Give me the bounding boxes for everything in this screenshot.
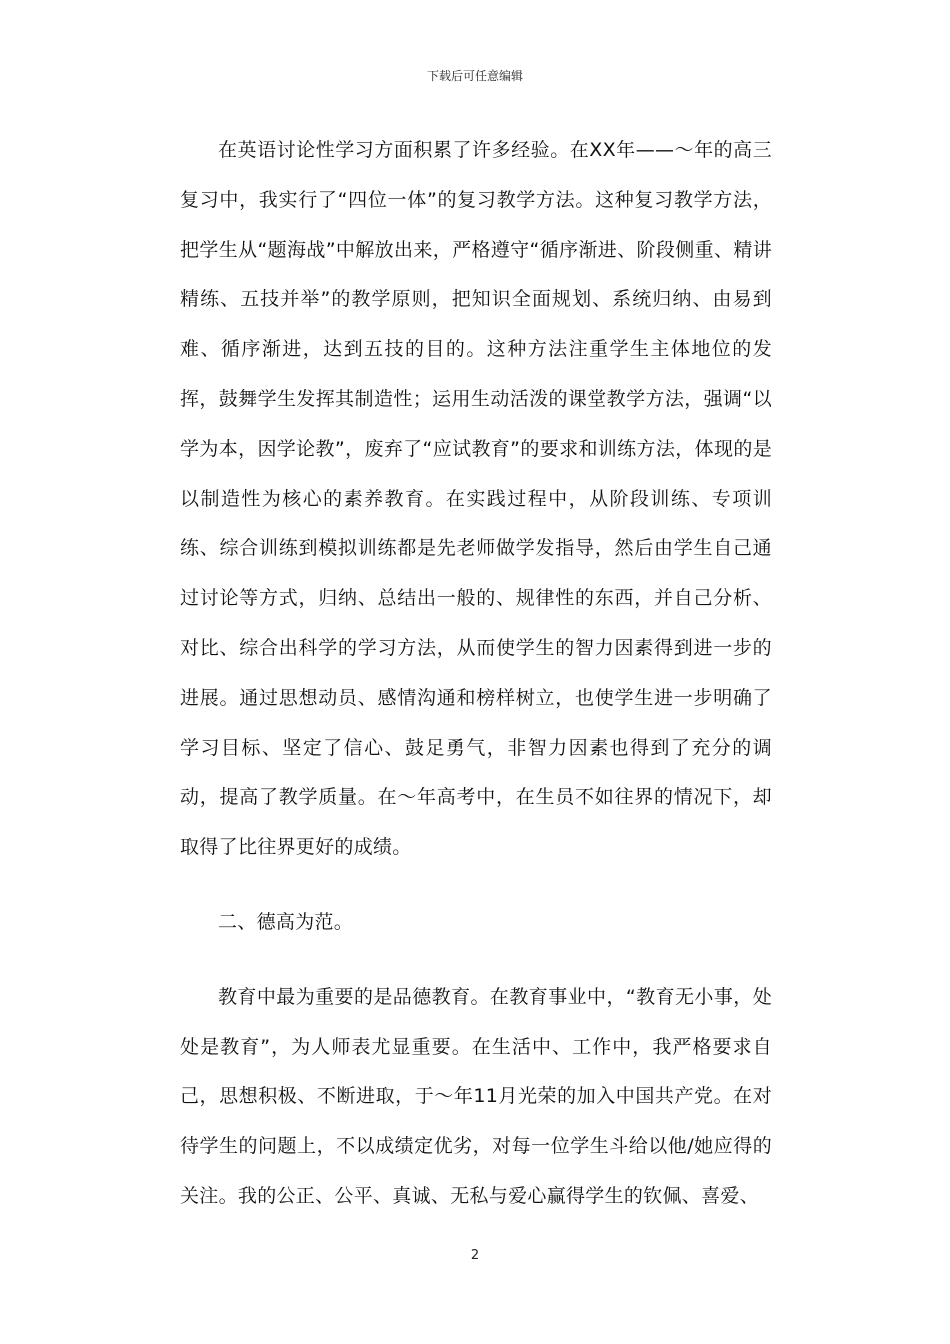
page-header-note: 下载后可任意编辑 [426, 69, 523, 83]
document-body [180, 126, 772, 1222]
page-number: 2 [470, 1248, 480, 1263]
body-paragraph-teaching-method: 在英语讨论性学习方面积累了许多经验。在XX年——～年的高三复习中，我实行了“四位一体”的复习教学方法。这种复习教学方法，把学生从“题海战”中解放出来，严格遵守“循序渐进、阶段侧重、精讲精练、五技并举”的教学原则，把知识全面规划、系统归纳、由易到难、循序渐进，达到五技的目的。这种方法注重学生主体地位的发挥，鼓舞学生发挥其制造性；运用生动活泼的课堂教学方法，强调“以学为本，因学论教”，废弃了“应试教育”的要求和训练方法，体现的是以制造性为核心的素养教育。在实践过程中，从阶段训练、专项训练、综合训练到模拟训练都是先老师做学发指导，然后由学生自己通过讨论等方式，归纳、总结出一般的、规律性的东西，并自己分析、对比、综合出科学的学习方法，从而使学生的智力因素得到进一步的进展。通过思想动员、感情沟通和榜样树立，也使学生进一步明确了学习目标、坚定了信心、鼓足勇气，非智力因素也得到了充分的调动，提高了教学质量。在～年高考中，在生员不如往界的情况下，却取得了比往界更好的成绩。 [180, 139, 772, 859]
section-heading-virtue: 二、德高为范。 [218, 910, 354, 933]
body-paragraph-moral-education: 教育中最为重要的是品德教育。在教育事业中，“教育无小事，处处是教育”，为人师表尤显重要。在生活中、工作中，我严格要求自己，思想积极、不断进取，于～年11月光荣的加入中国共产党。在对待学生的问题上，不以成绩定优劣，对每一位学生斗给以他/她应得的关注。我的公正、公平、真诚、无私与爱心赢得学生的钦佩、喜爱、 [180, 985, 772, 1207]
